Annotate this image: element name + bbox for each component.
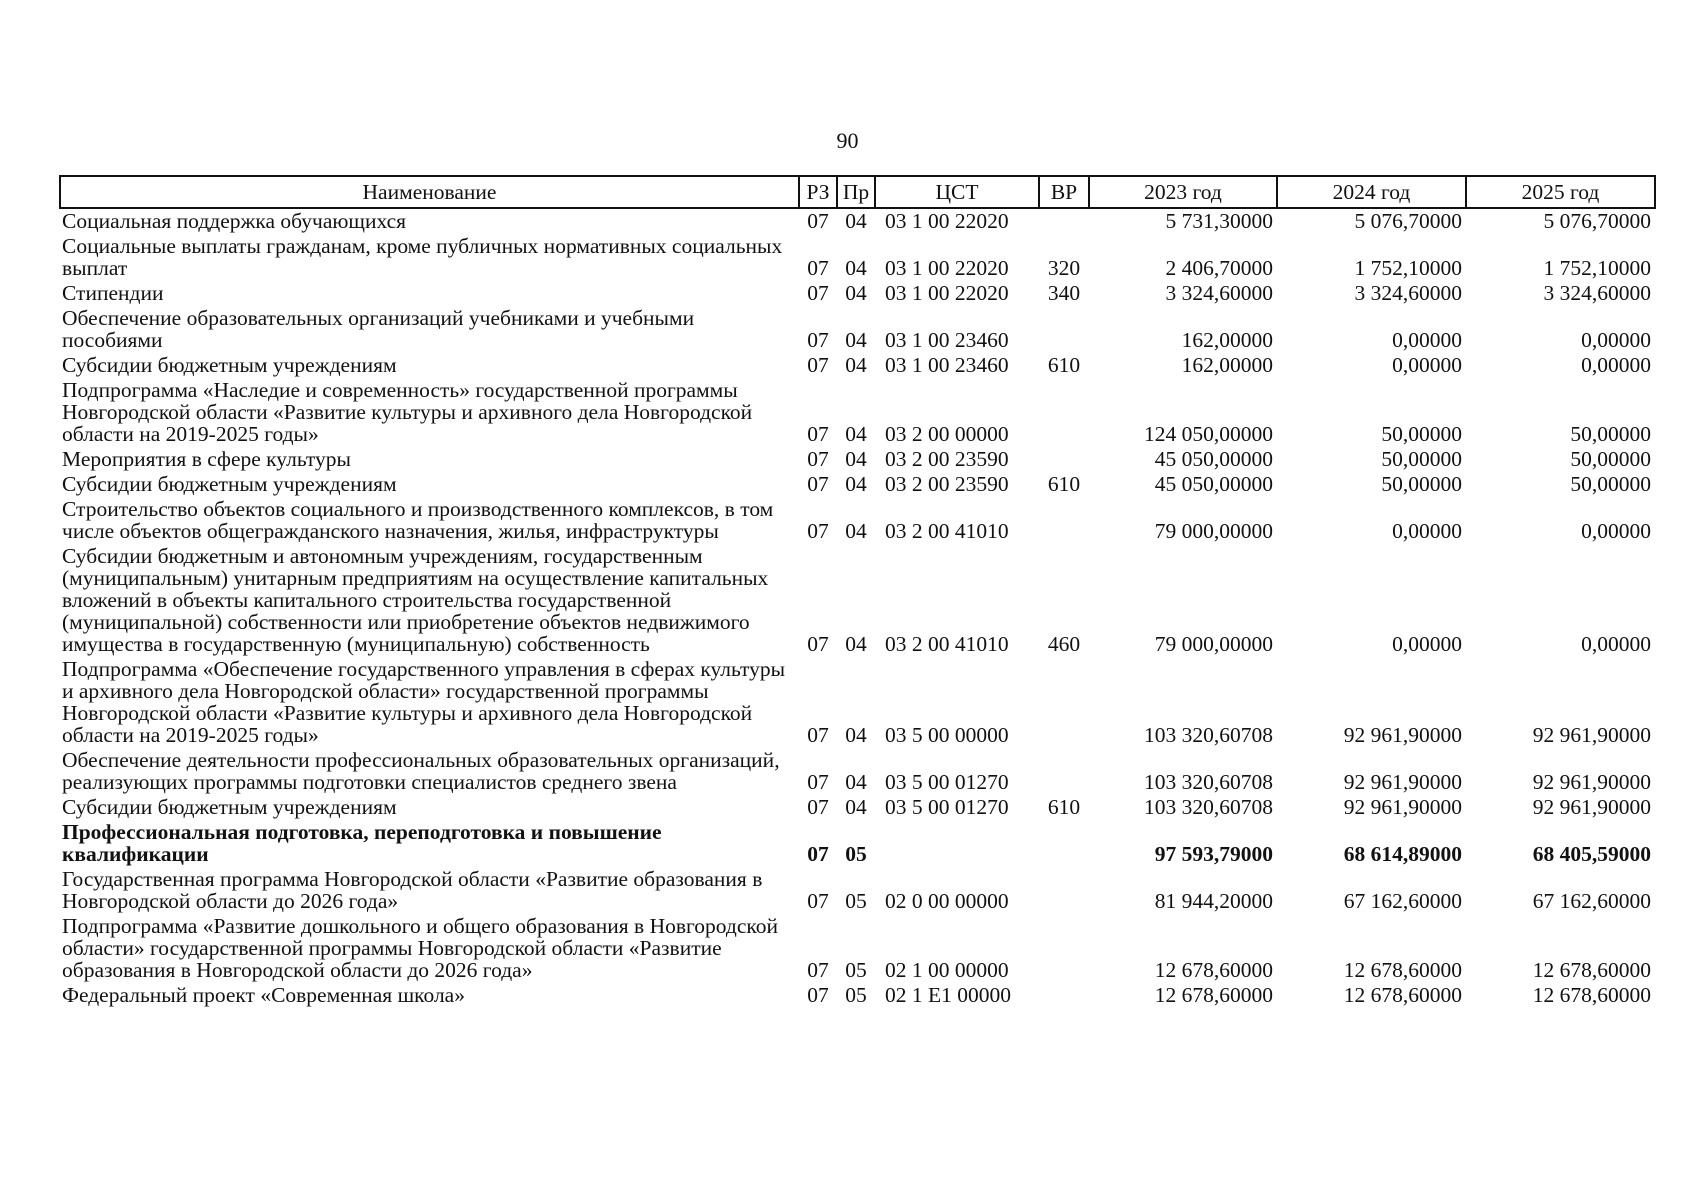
cell-cst: 03 5 00 01270	[885, 795, 1009, 819]
cell-vr	[1039, 306, 1089, 353]
cell-name: Государственная программа Новгородской области «Развитие образования в Новгородской области до 2026 года»	[62, 867, 763, 913]
cell-pr: 04	[845, 281, 867, 305]
cell-2024: 67 162,60000	[1343, 889, 1462, 913]
cell-name: Подпрограмма «Наследие и современность» государственной программы Новгородской области «Развитие культуры и архивного дела Новгородской области на 2019-2025 годы»	[62, 378, 753, 446]
cell-vr	[1039, 497, 1089, 544]
cell-name: Социальная поддержка обучающихся	[62, 209, 407, 233]
cell-2023: 12 678,60000	[1154, 958, 1273, 982]
cell-rz: 07	[807, 209, 829, 233]
cell-vr	[1039, 914, 1089, 983]
cell-2025: 12 678,60000	[1532, 983, 1651, 1007]
cell-rz: 07	[807, 723, 829, 747]
cell-cst: 03 2 00 41010	[885, 519, 1009, 543]
cell-2024: 0,00000	[1392, 353, 1462, 377]
cell-name: Строительство объектов социального и производственного комплексов, в том числе объектов общегражданского назначения, жилья, инфраструктуры	[62, 497, 774, 543]
cell-2023: 45 050,00000	[1154, 447, 1273, 471]
header-name: Наименование	[60, 176, 799, 208]
cell-vr: 610	[1047, 353, 1081, 377]
cell-name: Обеспечение деятельности профессиональных образовательных организаций, реализующих программы подготовки специалистов среднего звена	[62, 748, 780, 794]
table-row	[60, 378, 1655, 447]
header-cst: ЦСТ	[875, 176, 1039, 208]
cell-2025: 0,00000	[1581, 519, 1651, 543]
cell-2024: 1 752,10000	[1354, 256, 1462, 280]
table-row	[60, 208, 1655, 234]
cell-2023: 97 593,79000	[1154, 842, 1273, 866]
cell-pr: 04	[845, 209, 867, 233]
header-vr: ВР	[1039, 176, 1089, 208]
table-body	[60, 208, 1655, 1008]
cell-rz: 07	[807, 447, 829, 471]
cell-2023: 79 000,00000	[1154, 519, 1273, 543]
table-row	[60, 306, 1655, 353]
cell-2023: 45 050,00000	[1154, 472, 1273, 496]
cell-2024: 50,00000	[1381, 472, 1462, 496]
cell-pr: 04	[845, 519, 867, 543]
cell-2025: 92 961,90000	[1532, 795, 1651, 819]
cell-name: Социальные выплаты гражданам, кроме публичных нормативных социальных выплат	[62, 234, 783, 280]
cell-2025: 12 678,60000	[1532, 958, 1651, 982]
cell-cst: 03 2 00 41010	[885, 632, 1009, 656]
cell-vr	[1039, 983, 1089, 1008]
cell-rz: 07	[807, 472, 829, 496]
cell-pr: 04	[845, 256, 867, 280]
cell-cst: 03 2 00 00000	[885, 422, 1009, 446]
cell-name: Субсидии бюджетным и автономным учреждениям, государственным (муниципальным) унитарным предприятиям на осуществление капитальных вложений в объекты капитального строительства государственной (муниципальной) собственности или приобретение объектов недвижимого имущества в государственную (муниципальную) собственность	[62, 544, 769, 656]
cell-2023: 81 944,20000	[1154, 889, 1273, 913]
table-row	[60, 353, 1655, 378]
header-rz: РЗ	[799, 176, 837, 208]
cell-2024: 68 614,89000	[1343, 842, 1462, 866]
cell-rz: 07	[807, 770, 829, 794]
cell-name: Субсидии бюджетным учреждениям	[62, 353, 397, 377]
cell-2025: 92 961,90000	[1532, 770, 1651, 794]
cell-cst: 03 5 00 00000	[885, 723, 1009, 747]
cell-rz: 07	[807, 632, 829, 656]
cell-pr: 04	[845, 353, 867, 377]
cell-cst: 03 5 00 01270	[885, 770, 1009, 794]
cell-name: Субсидии бюджетным учреждениям	[62, 795, 397, 819]
table-row	[60, 820, 1655, 867]
cell-vr	[1039, 378, 1089, 447]
cell-vr: 610	[1047, 472, 1081, 496]
cell-pr: 04	[845, 723, 867, 747]
cell-pr: 05	[845, 958, 867, 982]
cell-name: Федеральный проект «Современная школа»	[62, 983, 465, 1007]
cell-pr: 04	[845, 422, 867, 446]
table-row	[60, 447, 1655, 472]
cell-cst: 03 1 00 23460	[885, 353, 1009, 377]
header-2024: 2024 год	[1277, 176, 1466, 208]
cell-2023: 3 324,60000	[1165, 281, 1273, 305]
cell-2024: 5 076,70000	[1354, 209, 1462, 233]
cell-vr: 340	[1047, 281, 1081, 305]
cell-2024: 12 678,60000	[1343, 983, 1462, 1007]
cell-rz: 07	[807, 328, 829, 352]
cell-name: Субсидии бюджетным учреждениям	[62, 472, 397, 496]
cell-2024: 0,00000	[1392, 519, 1462, 543]
cell-pr: 04	[845, 632, 867, 656]
cell-vr	[1039, 867, 1089, 914]
cell-2024: 0,00000	[1392, 328, 1462, 352]
table-row	[60, 281, 1655, 306]
header-2025: 2025 год	[1466, 176, 1655, 208]
cell-pr: 04	[845, 472, 867, 496]
cell-2025: 68 405,59000	[1532, 842, 1651, 866]
cell-2025: 50,00000	[1570, 472, 1651, 496]
cell-vr	[1039, 657, 1089, 748]
cell-cst: 03 1 00 22020	[885, 209, 1009, 233]
cell-2023: 162,00000	[1181, 328, 1273, 352]
cell-pr: 04	[845, 770, 867, 794]
cell-vr	[1039, 820, 1089, 867]
budget-table	[59, 175, 1656, 1008]
cell-2023: 103 320,60708	[1144, 770, 1273, 794]
cell-rz: 07	[807, 422, 829, 446]
table-row	[60, 983, 1655, 1008]
table-row	[60, 867, 1655, 914]
cell-rz: 07	[807, 842, 829, 866]
table-row	[60, 544, 1655, 657]
cell-2023: 162,00000	[1181, 353, 1273, 377]
cell-2024: 0,00000	[1392, 632, 1462, 656]
cell-cst: 03 1 00 23460	[885, 328, 1009, 352]
cell-cst: 02 1 E1 00000	[885, 983, 1012, 1007]
page-number: 90	[836, 128, 859, 153]
cell-2023: 103 320,60708	[1144, 795, 1273, 819]
cell-rz: 07	[807, 353, 829, 377]
cell-rz: 07	[807, 256, 829, 280]
cell-vr	[1039, 208, 1089, 234]
cell-pr: 05	[845, 983, 867, 1007]
cell-pr: 04	[845, 795, 867, 819]
table-row	[60, 748, 1655, 795]
cell-rz: 07	[807, 519, 829, 543]
cell-pr: 05	[845, 842, 867, 866]
cell-2024: 50,00000	[1381, 447, 1462, 471]
cell-cst: 03 1 00 22020	[885, 256, 1009, 280]
cell-vr	[1039, 447, 1089, 472]
cell-2025: 92 961,90000	[1532, 723, 1651, 747]
cell-pr: 05	[845, 889, 867, 913]
cell-2025: 3 324,60000	[1543, 281, 1651, 305]
cell-2023: 103 320,60708	[1144, 723, 1273, 747]
cell-vr	[1039, 748, 1089, 795]
table-row	[60, 795, 1655, 820]
table-row	[60, 914, 1655, 983]
cell-cst: 03 1 00 22020	[885, 281, 1009, 305]
cell-vr: 320	[1047, 256, 1081, 280]
cell-pr: 04	[845, 328, 867, 352]
cell-name: Подпрограмма «Обеспечение государственного управления в сферах культуры и архивного дела Новгородской области» государственной программы Новгородской области «Развитие культуры и архивного дела Новгородской области на 2019-2025 годы»	[62, 657, 786, 747]
cell-2025: 50,00000	[1570, 422, 1651, 446]
cell-rz: 07	[807, 281, 829, 305]
cell-2025: 1 752,10000	[1543, 256, 1651, 280]
table-row	[60, 472, 1655, 497]
cell-pr: 04	[845, 447, 867, 471]
cell-cst: 03 2 00 23590	[885, 447, 1009, 471]
cell-rz: 07	[807, 795, 829, 819]
cell-cst: 03 2 00 23590	[885, 472, 1009, 496]
cell-name: Мероприятия в сфере культуры	[62, 447, 351, 471]
cell-name: Подпрограмма «Развитие дошкольного и общего образования в Новгородской области» государственной программы Новгородской области «Развитие образования в Новгородской области до 2026 года»	[62, 914, 778, 982]
table-row	[60, 234, 1655, 281]
cell-rz: 07	[807, 958, 829, 982]
cell-2023: 5 731,30000	[1165, 209, 1273, 233]
header-2023: 2023 год	[1089, 176, 1277, 208]
cell-vr: 610	[1047, 795, 1081, 819]
cell-2025: 0,00000	[1581, 328, 1651, 352]
cell-2023: 79 000,00000	[1154, 632, 1273, 656]
cell-name: Профессиональная подготовка, переподготовка и повышение квалификации	[62, 820, 662, 866]
cell-2025: 0,00000	[1581, 353, 1651, 377]
cell-2023: 12 678,60000	[1154, 983, 1273, 1007]
cell-2023: 2 406,70000	[1165, 256, 1273, 280]
cell-2024: 92 961,90000	[1343, 723, 1462, 747]
cell-2024: 92 961,90000	[1343, 795, 1462, 819]
cell-vr: 460	[1047, 632, 1081, 656]
cell-2025: 67 162,60000	[1532, 889, 1651, 913]
cell-2024: 3 324,60000	[1354, 281, 1462, 305]
cell-2023: 124 050,00000	[1144, 422, 1273, 446]
cell-2025: 0,00000	[1581, 632, 1651, 656]
cell-name: Обеспечение образовательных организаций учебниками и учебными пособиями	[62, 306, 695, 352]
cell-cst: 02 0 00 00000	[885, 889, 1009, 913]
cell-cst	[875, 820, 1039, 867]
table-row	[60, 497, 1655, 544]
table-row	[60, 657, 1655, 748]
table-header-row	[60, 176, 1655, 208]
cell-2025: 5 076,70000	[1543, 209, 1651, 233]
cell-cst: 02 1 00 00000	[885, 958, 1009, 982]
header-pr: Пр	[837, 176, 875, 208]
cell-name: Стипендии	[62, 281, 164, 305]
cell-2024: 50,00000	[1381, 422, 1462, 446]
cell-2024: 92 961,90000	[1343, 770, 1462, 794]
cell-2024: 12 678,60000	[1343, 958, 1462, 982]
cell-rz: 07	[807, 983, 829, 1007]
cell-rz: 07	[807, 889, 829, 913]
cell-2025: 50,00000	[1570, 447, 1651, 471]
